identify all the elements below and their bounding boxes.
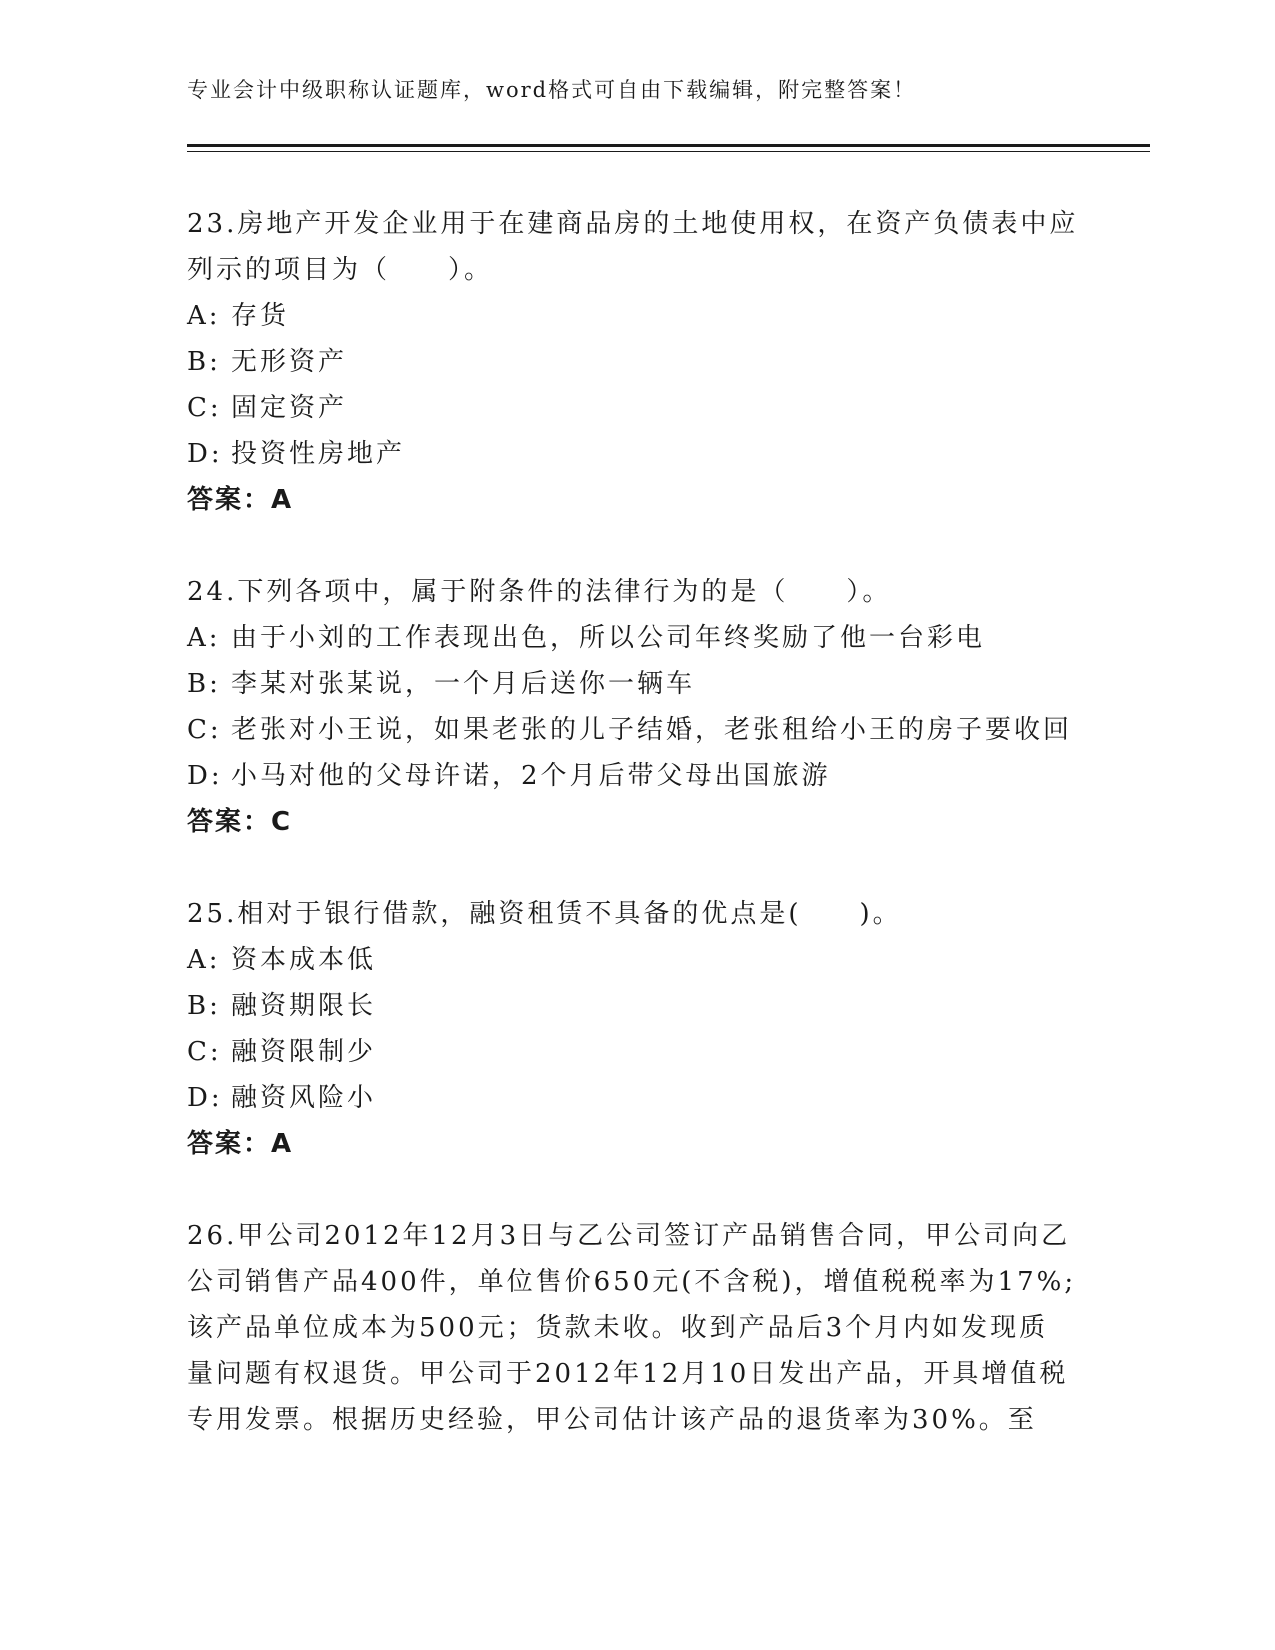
option-text: 由于小刘的工作表现出色，所以公司年终奖励了他一台彩电	[231, 623, 986, 653]
option-c	[187, 707, 1087, 753]
option-b	[187, 983, 1087, 1029]
question-stem-line: 23.房地产开发企业用于在建商品房的土地使用权，在资产负债表中应	[187, 209, 1079, 239]
option-d	[187, 753, 1087, 799]
option-label: A:	[187, 301, 221, 331]
option-label: D:	[187, 761, 223, 791]
option-label: C:	[187, 715, 222, 745]
question-spacer	[187, 845, 1087, 891]
question-stem-line: 公司销售产品400件，单位售价650元(不含税)，增值税税率为17%;	[187, 1267, 1077, 1297]
option-text: 融资风险小	[231, 1083, 377, 1113]
option-a	[187, 615, 1087, 661]
question-list	[187, 201, 1087, 1443]
option-text: 无形资产	[231, 347, 348, 377]
option-text: 投资性房地产	[231, 439, 406, 469]
option-label: C:	[187, 393, 222, 423]
option-text: 固定资产	[231, 393, 348, 423]
option-text: 存货	[231, 301, 290, 331]
answer: 答案：A	[187, 1129, 294, 1159]
question-stem-line: 列示的项目为（ ）。	[187, 255, 494, 285]
option-d	[187, 1075, 1087, 1121]
option-text: 融资期限长	[231, 991, 377, 1021]
option-label: D:	[187, 439, 223, 469]
option-text: 融资限制少	[231, 1037, 377, 1067]
question-stem-line: 该产品单位成本为500元；货款未收。收到产品后3个月内如发现质	[187, 1313, 1049, 1343]
option-label: C:	[187, 1037, 222, 1067]
question-stem-line: 26.甲公司2012年12月3日与乙公司签订产品销售合同，甲公司向乙	[187, 1221, 1071, 1251]
option-text: 资本成本低	[231, 945, 377, 975]
answer: 答案：A	[187, 485, 294, 515]
option-c	[187, 385, 1087, 431]
header-rule-thin	[187, 151, 1150, 152]
option-b	[187, 339, 1087, 385]
option-label: A:	[187, 945, 221, 975]
question-stem-line: 专用发票。根据历史经验，甲公司估计该产品的退货率为30%。至	[187, 1405, 1037, 1435]
question-spacer	[187, 1167, 1087, 1213]
option-c	[187, 1029, 1087, 1075]
option-text: 小马对他的父母许诺，2个月后带父母出国旅游	[231, 761, 831, 791]
page-header: 专业会计中级职称认证题库，word格式可自由下载编辑，附完整答案！	[187, 78, 917, 102]
question-25	[187, 891, 1087, 1167]
header-rule-thick	[187, 144, 1150, 147]
question-26	[187, 1213, 1087, 1443]
option-a	[187, 293, 1087, 339]
option-label: B:	[187, 347, 221, 377]
question-spacer	[187, 523, 1087, 569]
option-label: B:	[187, 991, 221, 1021]
question-stem-line: 量问题有权退货。甲公司于2012年12月10日发出产品，开具增值税	[187, 1359, 1069, 1389]
option-text: 老张对小王说，如果老张的儿子结婚，老张租给小王的房子要收回	[231, 715, 1073, 745]
question-24	[187, 569, 1087, 845]
question-23	[187, 201, 1087, 523]
option-label: B:	[187, 669, 221, 699]
answer: 答案：C	[187, 807, 293, 837]
option-label: D:	[187, 1083, 223, 1113]
question-stem-line: 25.相对于银行借款，融资租赁不具备的优点是( )。	[187, 899, 902, 929]
option-a	[187, 937, 1087, 983]
option-d	[187, 431, 1087, 477]
option-b	[187, 661, 1087, 707]
option-text: 李某对张某说，一个月后送你一辆车	[231, 669, 696, 699]
option-label: A:	[187, 623, 221, 653]
question-stem-line: 24.下列各项中，属于附条件的法律行为的是（ ）。	[187, 577, 892, 607]
